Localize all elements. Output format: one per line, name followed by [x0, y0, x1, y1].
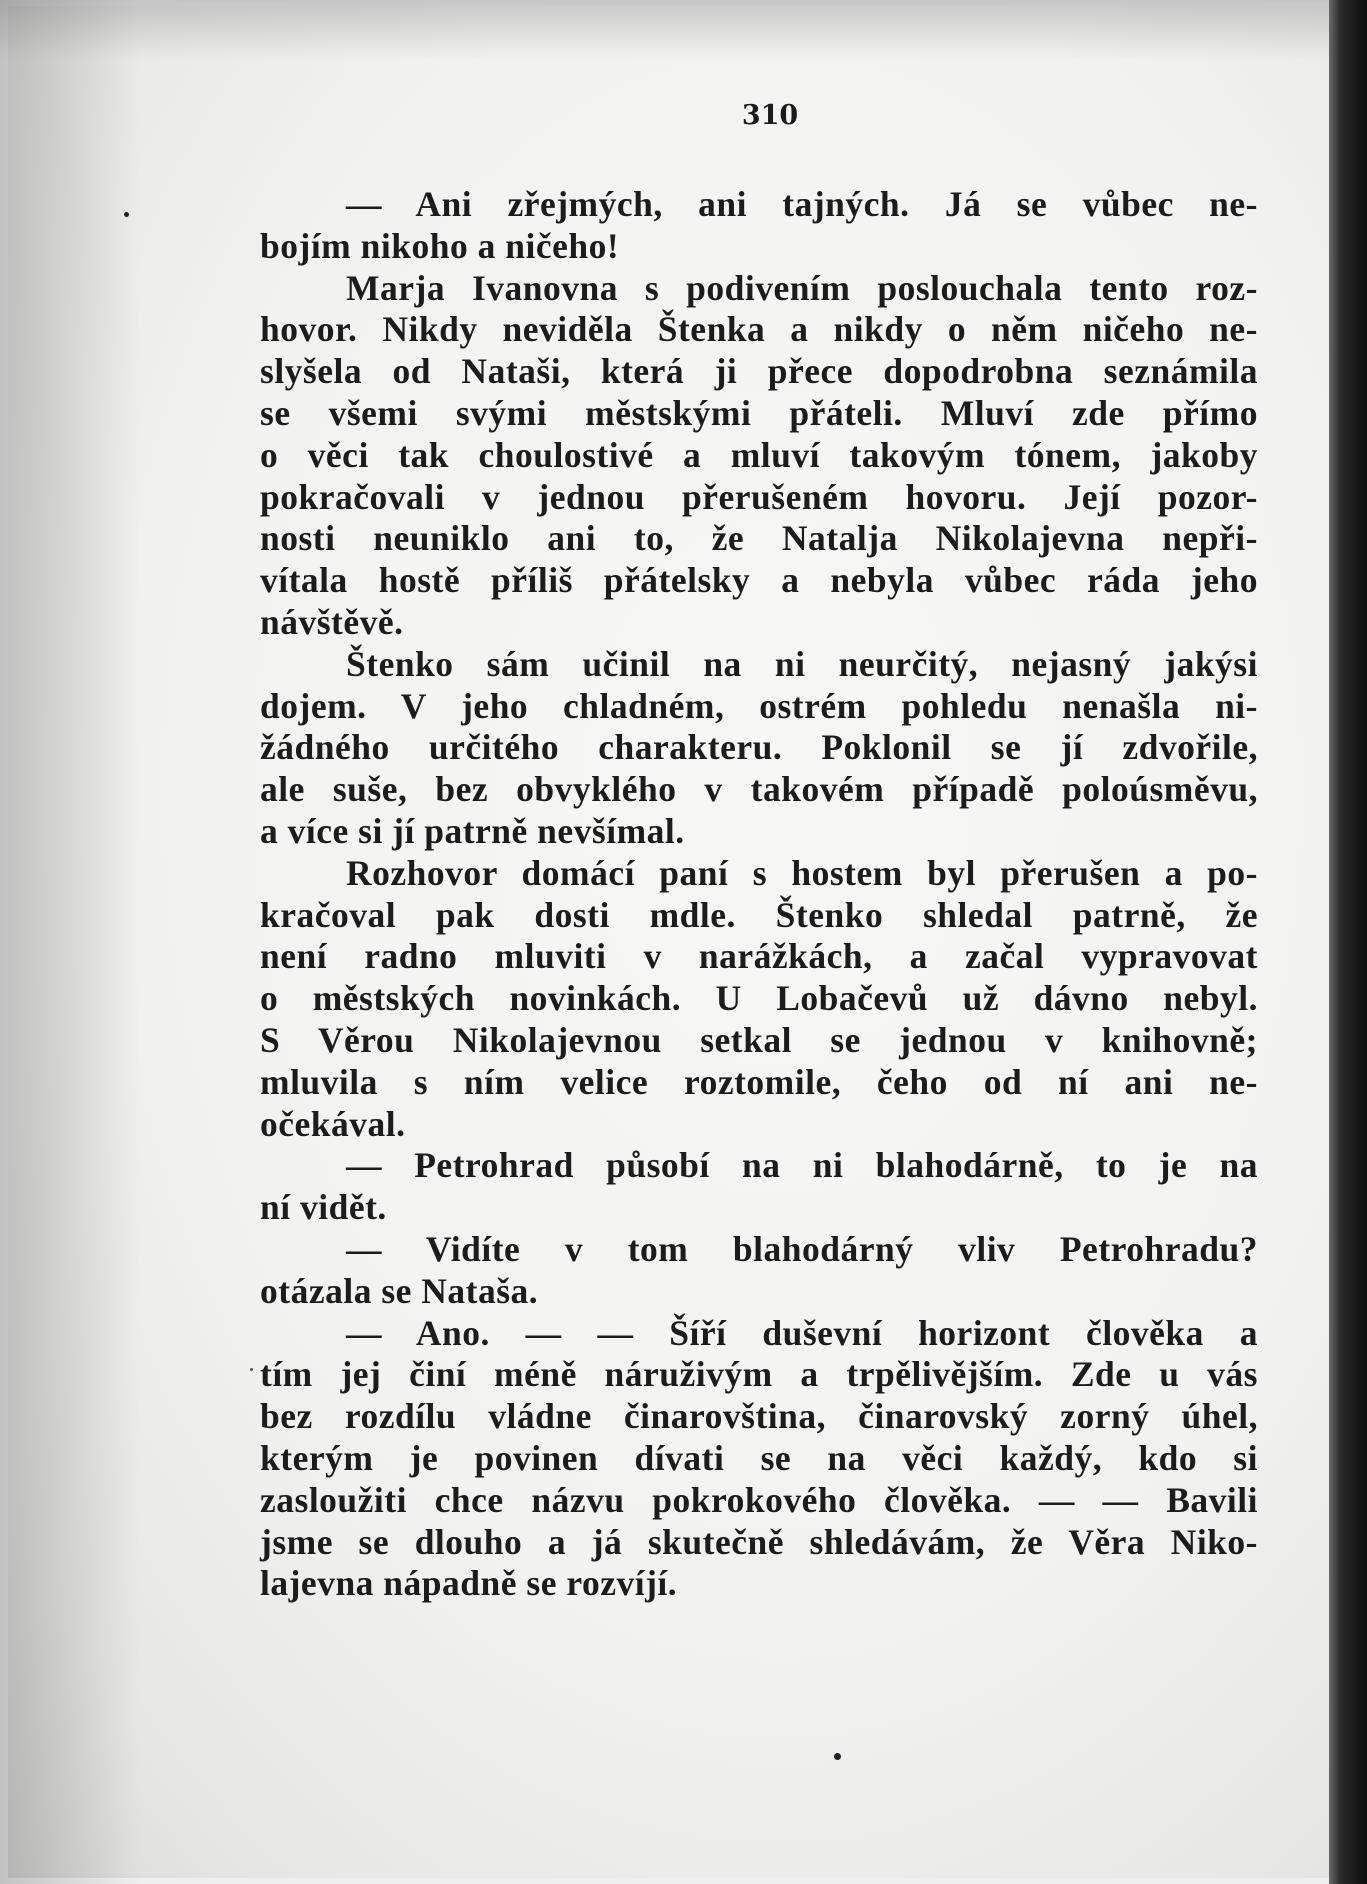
text-line: — Petrohrad působí na ni blahodárně, to je na [346, 1145, 1258, 1186]
ink-speck [834, 1753, 841, 1760]
page-number: 310 [741, 100, 799, 131]
text-line: se všemi svými městskými přáteli. Mluví zde přímo [260, 392, 1258, 433]
text-line: o věci tak choulostivé a mluví takovým tónem, jakoby [260, 434, 1258, 475]
text-line: — Ani zřejmých, ani tajných. Já se vůbec ne- [346, 184, 1258, 224]
page-edge-shadow [1329, 0, 1367, 1884]
text-line: žádného určitého charakteru. Poklonil se jí zdvořile, [260, 727, 1258, 768]
text-line: — Vidíte v tom blahodárný vliv Petrohradu? [346, 1228, 1258, 1269]
text-line: tím jej činí méně náruživým a trpělivějším. Zde u vás [260, 1354, 1258, 1395]
text-line: nosti neuniklo ani to, že Natalja Nikolajevna nepři- [260, 518, 1258, 559]
text-line: mluvila s ním velice roztomile, čeho od ní ani ne- [260, 1061, 1258, 1102]
text-line: dojem. V jeho chladném, ostrém pohledu nenašla ni- [260, 685, 1258, 726]
text-line: vítala hostě příliš přátelsky a nebyla vůbec ráda jeho [260, 560, 1258, 601]
text-line: pokračovali v jednou přerušeném hovoru. Její pozor- [260, 476, 1258, 517]
top-shadow [0, 0, 1367, 60]
text-line: slyšela od Nataši, která ji přece dopodrobna seznámila [260, 351, 1258, 392]
text-line: návštěvě. [260, 601, 404, 642]
left-shadow [0, 0, 140, 1884]
text-line: hovor. Nikdy neviděla Štenka a nikdy o něm ničeho ne- [260, 309, 1258, 350]
ink-speck [124, 212, 129, 217]
text-line: očekával. [260, 1103, 406, 1144]
text-line: a více si jí patrně nevšímal. [260, 810, 685, 851]
text-line: zasloužiti chce názvu pokrokového člověka. — — Bavili [260, 1479, 1258, 1520]
text-line: lajevna nápadně se rozvíjí. [260, 1563, 678, 1604]
text-line: kterým je povinen dívati se na věci každý, kdo si [260, 1437, 1258, 1478]
text-line: bez rozdílu vládne činarovština, činarovský zorný úhel, [260, 1396, 1258, 1437]
ink-speck [250, 1368, 253, 1371]
text-line: otázala se Nataša. [260, 1270, 539, 1311]
text-line: Rozhovor domácí paní s hostem byl přerušen a po- [346, 852, 1258, 893]
text-line: ale suše, bez obvyklého v takovém případě poloúsměvu, [260, 769, 1258, 810]
text-line: jsme se dlouho a já skutečně shledávám, že Věra Niko- [260, 1521, 1258, 1562]
text-line: není radno mluviti v narážkách, a začal vypravovat [260, 936, 1258, 977]
text-line: kračoval pak dosti mdle. Štenko shledal patrně, že [260, 894, 1258, 935]
text-line: bojím nikoho a ničeho! [260, 225, 620, 266]
text-line: — Ano. — — Šíří duševní horizont člověka a [346, 1312, 1258, 1353]
text-line: S Věrou Nikolajevnou setkal se jednou v knihovně; [260, 1019, 1258, 1060]
text-line: o městských novinkách. U Lobačevů už dávno nebyl. [260, 978, 1258, 1019]
text-line: ní vidět. [260, 1187, 387, 1228]
body-text [260, 184, 1258, 1605]
text-line: Marja Ivanovna s podivením poslouchala tento roz- [346, 267, 1258, 308]
text-line: Štenko sám učinil na ni neurčitý, nejasný jakýsi [346, 643, 1258, 684]
